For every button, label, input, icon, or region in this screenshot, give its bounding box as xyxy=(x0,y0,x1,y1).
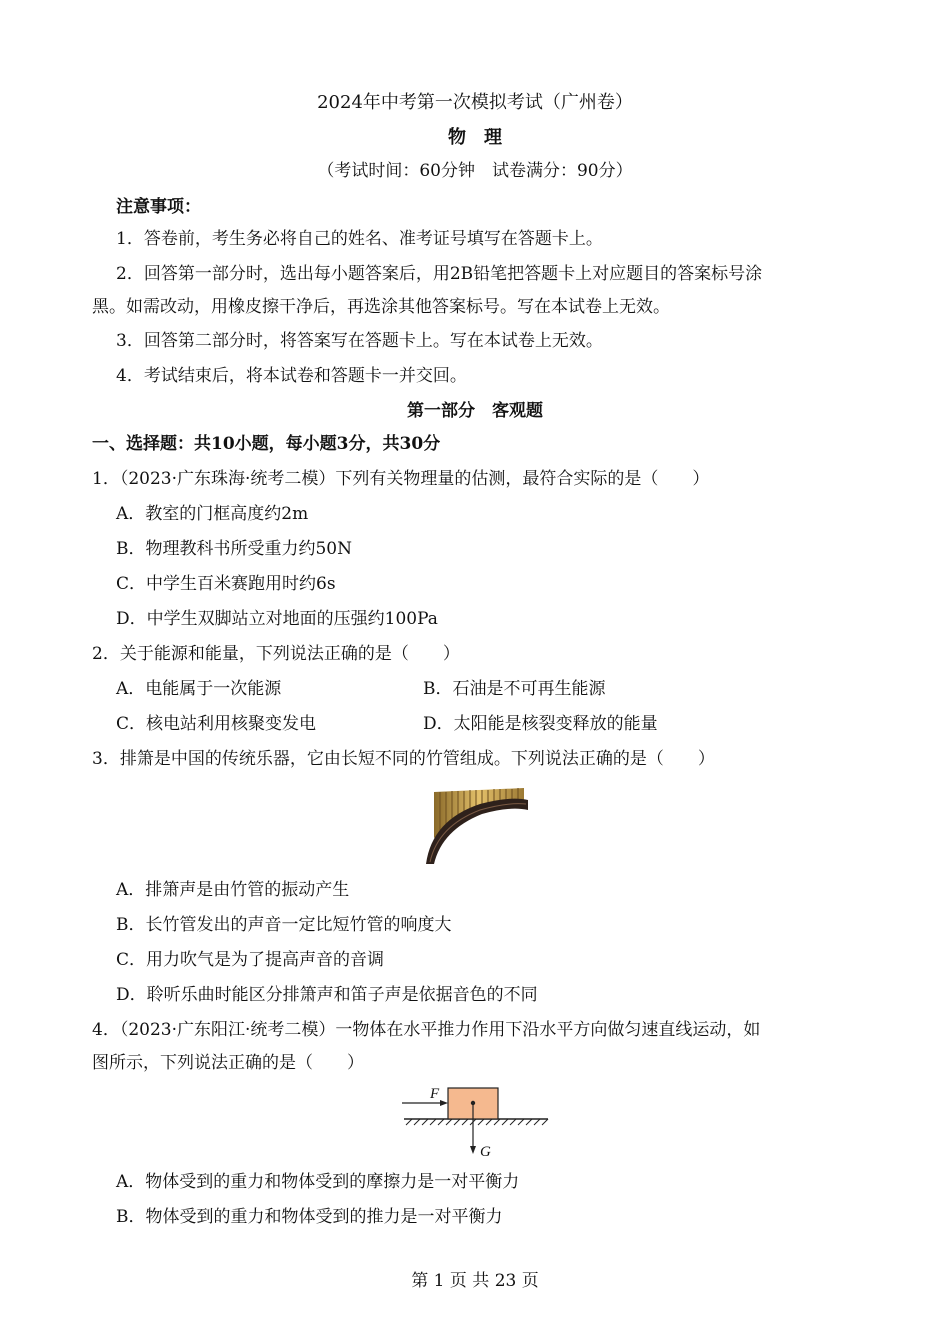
q1-stem: 1．（2023·广东珠海·统考二模）下列有关物理量的估测，最符合实际的是（ ） xyxy=(92,469,710,489)
force-label: F xyxy=(430,1086,440,1102)
subject-title: 物 理 xyxy=(448,127,502,148)
note-item-2-line-1: 2．回答第一部分时，选出每小题答案后，用2B铅笔把答题卡上对应题目的答案标号涂 xyxy=(116,264,763,284)
q4-option-b: B．物体受到的重力和物体受到的推力是一对平衡力 xyxy=(116,1207,503,1227)
q2-option-a: A．电能属于一次能源 xyxy=(116,679,282,699)
q3-option-d: D．聆听乐曲时能区分排箫声和笛子声是依据音色的不同 xyxy=(116,985,538,1005)
q1-option-d: D．中学生双脚站立对地面的压强约100Pa xyxy=(116,609,438,629)
exam-info: （考试时间：60分钟 试卷满分：90分） xyxy=(317,161,633,181)
gravity-label: G xyxy=(480,1144,491,1160)
q1-option-c: C．中学生百米赛跑用时约6s xyxy=(116,574,336,594)
q2-option-b: B．石油是不可再生能源 xyxy=(423,679,606,699)
q1-option-b: B．物理教科书所受重力约50N xyxy=(116,539,352,559)
page-footer: 第 1 页 共 23 页 xyxy=(411,1271,539,1291)
push-force-arrow xyxy=(402,1100,448,1106)
q2-option-d: D．太阳能是核裂变释放的能量 xyxy=(423,714,658,734)
notes-heading: 注意事项： xyxy=(116,197,201,217)
note-item-3: 3．回答第二部分时，将答案写在答题卡上。写在本试卷上无效。 xyxy=(116,331,603,351)
section-heading: 一、选择题：共10小题，每小题3分，共30分 xyxy=(92,434,441,454)
q3-option-a: A．排箫声是由竹管的振动产生 xyxy=(116,880,350,900)
q4-stem-line-1: 4．（2023·广东阳江·统考二模）一物体在水平推力作用下沿水平方向做匀速直线运动，如 xyxy=(92,1020,761,1040)
q4-option-a: A．物体受到的重力和物体受到的摩擦力是一对平衡力 xyxy=(116,1172,520,1192)
q2-option-c: C．核电站利用核聚变发电 xyxy=(116,714,317,734)
panpipe-image xyxy=(420,780,530,868)
q2-stem: 2．关于能源和能量，下列说法正确的是（ ） xyxy=(92,644,460,664)
q4-stem-line-2: 图所示，下列说法正确的是（ ） xyxy=(92,1053,364,1073)
q1-option-a: A．教室的门框高度约2m xyxy=(116,504,309,524)
note-item-2-line-2: 黑。如需改动，用橡皮擦干净后，再选涂其他答案标号。写在本试卷上无效。 xyxy=(92,297,670,317)
q3-option-c: C．用力吹气是为了提高声音的音调 xyxy=(116,950,385,970)
ground-hatching xyxy=(406,1119,548,1125)
part1-heading: 第一部分 客观题 xyxy=(407,401,543,421)
force-diagram xyxy=(398,1078,554,1162)
exam-title: 2024年中考第一次模拟考试（广州卷） xyxy=(317,92,633,113)
q3-option-b: B．长竹管发出的声音一定比短竹管的响度大 xyxy=(116,915,452,935)
note-item-1: 1．答卷前，考生务必将自己的姓名、准考证号填写在答题卡上。 xyxy=(116,229,603,249)
note-item-4: 4．考试结束后，将本试卷和答题卡一并交回。 xyxy=(116,366,467,386)
q3-stem: 3．排箫是中国的传统乐器，它由长短不同的竹管组成。下列说法正确的是（ ） xyxy=(92,749,715,769)
